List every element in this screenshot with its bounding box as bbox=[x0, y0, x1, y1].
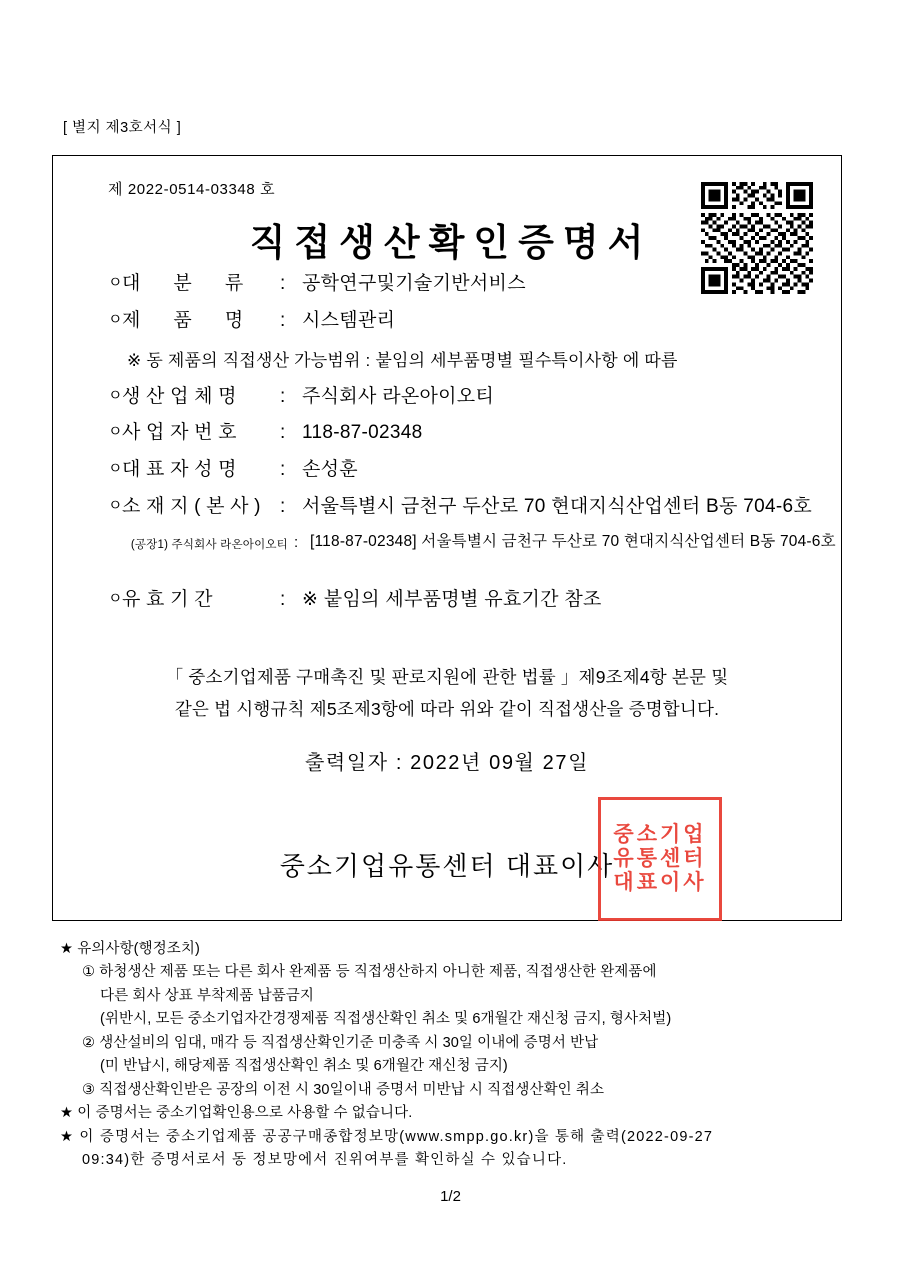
field-value-address: 서울특별시 금천구 두산로 70 현대지식산업센터 B동 704-6호 bbox=[302, 495, 813, 517]
field-row-company bbox=[53, 385, 841, 409]
field-colon: : bbox=[280, 495, 286, 517]
seal-line-3: 대표이사 bbox=[613, 871, 707, 895]
field-row-factory bbox=[53, 530, 841, 554]
field-row-representative bbox=[53, 458, 841, 482]
notice-item: ② 생산설비의 임대, 매각 등 직접생산확인기준 미충족 시 30일 이내에 증명서 반납 bbox=[82, 1034, 599, 1051]
field-label-company: 생 산 업 체 명 bbox=[122, 385, 237, 407]
field-row-business-number bbox=[53, 421, 841, 445]
notice-item: (위반시, 모든 중소기업자간경쟁제품 직접생산확인 취소 및 6개월간 재신청 금지, 형사처벌) bbox=[100, 1011, 672, 1028]
field-value-product: 시스템관리 bbox=[302, 309, 396, 331]
bullet-icon: ㅇ bbox=[108, 496, 123, 514]
field-label-address: 소 재 지 ( 본 사 ) bbox=[122, 495, 261, 517]
notice-item: 다른 회사 상표 부착제품 납품금지 bbox=[100, 987, 315, 1004]
field-label-category: 대 분 류 bbox=[122, 273, 244, 294]
field-row-address bbox=[53, 495, 841, 519]
field-label-representative: 대 표 자 성 명 bbox=[122, 459, 237, 480]
legal-line-2: 같은 법 시행규칙 제5조제3항에 따라 위와 같이 직접생산을 증명합니다. bbox=[174, 699, 720, 720]
bullet-icon: ㅇ bbox=[108, 423, 123, 441]
bullet-icon: ㅇ bbox=[108, 460, 123, 477]
field-value-validity: ※ 붙임의 세부품명별 유효기간 참조 bbox=[302, 588, 602, 610]
notice-item: ③ 직접생산확인받은 공장의 이전 시 30일이내 증명서 미반납 시 직접생산확인 취소 bbox=[82, 1081, 605, 1098]
footer-note-2-line-2: 09:34)한 증명서로서 동 정보망에서 진위여부를 확인하실 수 있습니다. bbox=[82, 1152, 568, 1169]
field-label-validity: 유 효 기 간 bbox=[122, 588, 213, 610]
field-value-factory: [118-87-02348] 서울특별시 금천구 두산로 70 현대지식산업센터 B동 704-6호 bbox=[310, 532, 836, 550]
field-label-business-number: 사 업 자 번 호 bbox=[122, 422, 237, 444]
seal-line-1: 중소기업 bbox=[613, 822, 707, 846]
legal-statement bbox=[53, 661, 841, 726]
notice-title: ★ 유의사항(행정조치) bbox=[60, 941, 200, 957]
seal-line-2: 유통센터 bbox=[613, 846, 707, 870]
field-colon: : bbox=[294, 533, 299, 551]
field-row-category bbox=[53, 272, 841, 296]
field-value-category: 공학연구및기술기반서비스 bbox=[302, 273, 526, 294]
footer-note-2-line-1: ★ 이 증명서는 중소기업제품 공공구매종합정보망(www.smpp.go.kr)을 통해 출력(2022-09-27 bbox=[60, 1128, 714, 1145]
official-seal-icon bbox=[598, 797, 722, 921]
field-row-validity bbox=[53, 588, 841, 612]
footer-notes bbox=[60, 938, 850, 1173]
field-colon: : bbox=[280, 588, 286, 610]
page-title: 직접생산확인증명서 bbox=[249, 222, 653, 263]
field-value-company: 주식회사 라온아이오티 bbox=[302, 385, 495, 407]
notice-item: (미 반납시, 해당제품 직접생산확인 취소 및 6개월간 재신청 금지) bbox=[100, 1058, 508, 1075]
field-colon: : bbox=[280, 385, 286, 407]
form-tag: [ 별지 제3호서식 ] bbox=[63, 120, 182, 136]
document-number: 제 2022-0514-03348 호 bbox=[108, 181, 276, 198]
field-label-factory: (공장1) 주식회사 라온아이오티 bbox=[130, 538, 288, 551]
page-number: 1/2 bbox=[440, 1188, 461, 1205]
issuer-name: 중소기업유통센터 대표이사 bbox=[279, 851, 615, 881]
field-value-business-number: 118-87-02348 bbox=[302, 422, 423, 444]
certificate-box bbox=[52, 155, 842, 921]
field-value-representative: 손성훈 bbox=[302, 459, 358, 480]
print-date: 출력일자 : 2022년 09월 27일 bbox=[304, 752, 589, 774]
footer-note-1: ★ 이 증명서는 중소기업확인용으로 사용할 수 없습니다. bbox=[60, 1105, 413, 1122]
field-colon: : bbox=[280, 309, 286, 331]
bullet-icon: ㅇ bbox=[108, 310, 123, 328]
field-list bbox=[53, 272, 841, 624]
legal-line-1: 「 중소기업제품 구매촉진 및 판로지원에 관한 법률 」제9조제4항 본문 및 bbox=[165, 667, 729, 687]
bullet-icon: ㅇ bbox=[108, 589, 123, 607]
field-colon: : bbox=[280, 459, 286, 480]
bullet-icon: ㅇ bbox=[108, 274, 123, 291]
field-label-product: 제 품 명 bbox=[122, 309, 244, 331]
scope-note: ※ 동 제품의 직접생산 가능범위 : 붙임의 세부품명별 필수특이사항 에 따름 bbox=[127, 350, 678, 370]
field-colon: : bbox=[280, 422, 286, 444]
bullet-icon: ㅇ bbox=[108, 386, 123, 404]
field-row-product bbox=[53, 309, 841, 333]
field-colon: : bbox=[280, 273, 286, 294]
notice-item: ① 하청생산 제품 또는 다른 회사 완제품 등 직접생산하지 아니한 제품, 직접생산한 완제품에 bbox=[82, 964, 657, 981]
